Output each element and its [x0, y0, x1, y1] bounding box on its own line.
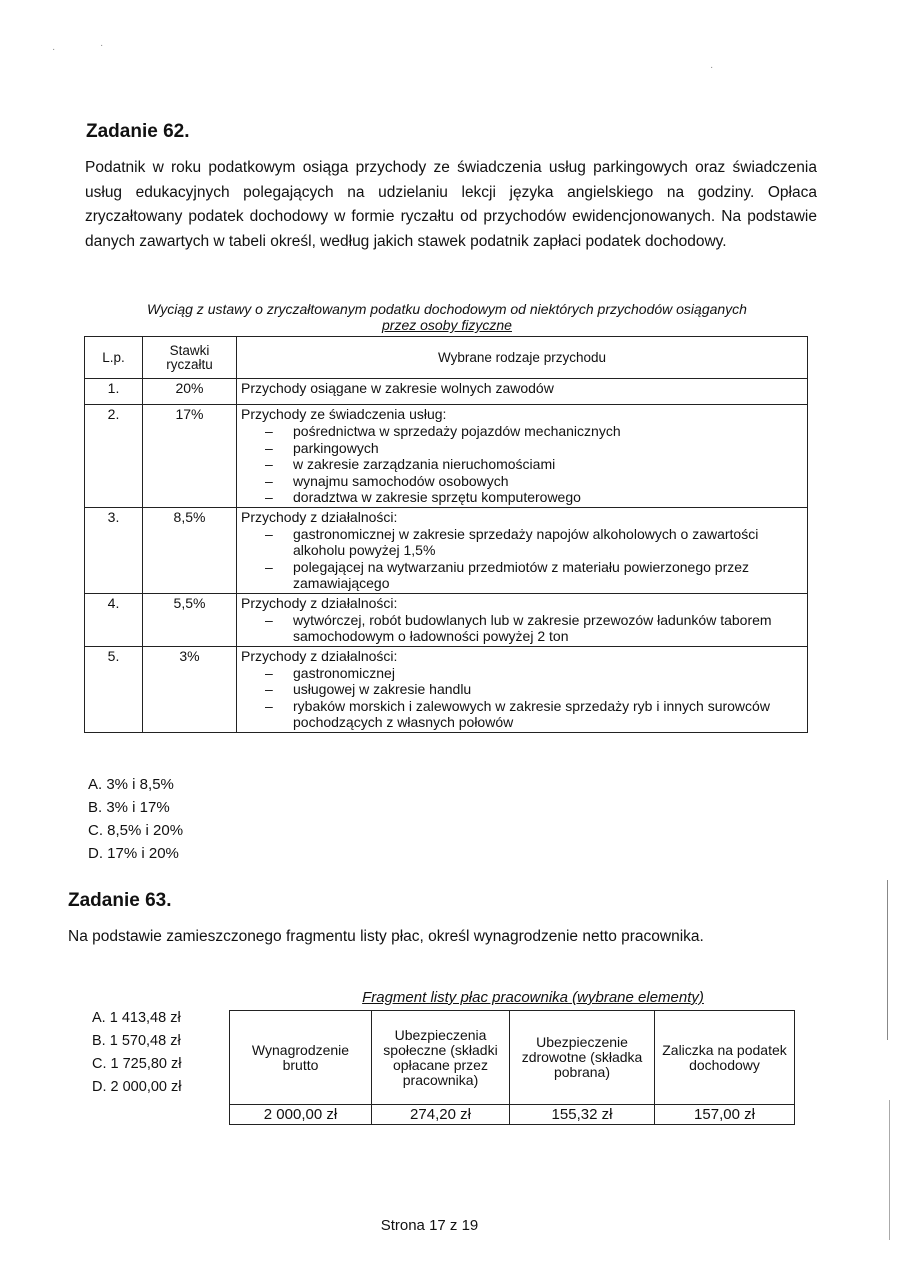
- row-rate: 8,5%: [143, 507, 237, 593]
- table-row: [85, 646, 808, 732]
- task-63-options: [92, 1007, 181, 1099]
- row-category: Przychody z działalności:: [241, 594, 398, 611]
- row-category-cell: [237, 379, 808, 405]
- header-tax-advance: Zaliczka na podatek dochodowy: [655, 1011, 795, 1105]
- list-item: – pośrednictwa w sprzedaży pojazdów mechanicznych: [265, 423, 803, 440]
- task-63-table-caption: Fragment listy płac pracownika (wybrane elementy): [362, 989, 704, 1006]
- value-gross-salary: 2 000,00 zł: [230, 1105, 372, 1125]
- scan-speck: ·: [710, 62, 714, 73]
- task-62-title: Zadanie 62.: [86, 121, 190, 142]
- value-tax-advance: 157,00 zł: [655, 1105, 795, 1125]
- row-lp: 1.: [85, 379, 143, 405]
- table-row: [85, 507, 808, 593]
- answer-option-b[interactable]: B. 3% i 17%: [88, 799, 170, 816]
- item-list: [241, 612, 803, 645]
- row-lp: 5.: [85, 646, 143, 732]
- caption-line-2: przez osoby fizyczne: [382, 317, 512, 333]
- caption-line-1: Wyciąg z ustawy o zryczałtowanym podatku dochodowym od niektórych przychodów osiąganych: [147, 301, 747, 317]
- header-rate: Stawki ryczałtu: [143, 337, 237, 379]
- row-category-cell: [237, 507, 808, 593]
- table-header-row: [85, 337, 808, 379]
- list-item: – gastronomicznej w zakresie sprzedaży napojów alkoholowych o zawartości alkoholu powyżej 1,5%: [265, 526, 803, 559]
- row-category-cell: [237, 405, 808, 508]
- list-item: – w zakresie zarządzania nieruchomościami: [265, 456, 803, 473]
- header-type: Wybrane rodzaje przychodu: [237, 337, 808, 379]
- row-category: Przychody ze świadczenia usług:: [241, 406, 447, 422]
- row-rate: 3%: [143, 646, 237, 732]
- answer-option-c[interactable]: C. 1 725,80 zł: [92, 1056, 182, 1072]
- row-rate: 17%: [143, 405, 237, 508]
- task-62-options: [88, 773, 183, 865]
- answer-option-d[interactable]: D. 17% i 20%: [88, 845, 179, 862]
- list-item: – polegającej na wytwarzaniu przedmiotów z materiału powierzonego przez zamawiającego: [265, 559, 803, 592]
- answer-option-c[interactable]: C. 8,5% i 20%: [88, 822, 184, 839]
- row-category: Przychody osiągane w zakresie wolnych zawodów: [241, 380, 554, 396]
- header-gross-salary: Wynagrodzenie brutto: [230, 1011, 372, 1105]
- row-category-cell: [237, 646, 808, 732]
- answer-option-d[interactable]: D. 2 000,00 zł: [92, 1079, 182, 1095]
- header-lp: L.p.: [85, 337, 143, 379]
- value-health-insurance: 155,32 zł: [510, 1105, 655, 1125]
- scan-edge-line: [889, 1100, 890, 1240]
- list-item: – gastronomicznej: [265, 665, 803, 682]
- row-category-cell: [237, 593, 808, 646]
- list-item: – wynajmu samochodów osobowych: [265, 473, 803, 490]
- row-lp: 4.: [85, 593, 143, 646]
- value-social-insurance: 274,20 zł: [372, 1105, 510, 1125]
- answer-option-b[interactable]: B. 1 570,48 zł: [92, 1033, 181, 1049]
- header-health-insurance: Ubezpieczenie zdrowotne (składka pobrana): [510, 1011, 655, 1105]
- table-row: [230, 1105, 795, 1125]
- row-category: Przychody z działalności:: [241, 508, 398, 525]
- row-rate: 5,5%: [143, 593, 237, 646]
- item-list: [241, 423, 803, 506]
- item-list: [241, 526, 803, 592]
- payroll-table: [229, 1010, 795, 1125]
- list-item: – doradztwa w zakresie sprzętu komputerowego: [265, 489, 803, 506]
- row-category: Przychody z działalności:: [241, 647, 398, 664]
- list-item: – rybaków morskich i zalewowych w zakresie sprzedaży ryb i innych surowców pochodzących z własnych połowów: [265, 698, 803, 731]
- task-62-table-caption: [84, 301, 810, 333]
- table-header-row: [230, 1011, 795, 1105]
- scan-speck: ·: [52, 44, 56, 55]
- scan-speck: ·: [100, 40, 104, 51]
- tax-rates-table: [84, 336, 808, 733]
- row-rate: 20%: [143, 379, 237, 405]
- header-social-insurance: Ubezpieczenia społeczne (składki opłacane przez pracownika): [372, 1011, 510, 1105]
- row-lp: 2.: [85, 405, 143, 508]
- task-63-title: Zadanie 63.: [68, 890, 172, 911]
- table-row: [85, 405, 808, 508]
- answer-option-a[interactable]: A. 1 413,48 zł: [92, 1010, 181, 1026]
- table-row: [85, 593, 808, 646]
- item-list: [241, 665, 803, 731]
- scan-edge-line: [887, 880, 888, 1040]
- task-62-text: Podatnik w roku podatkowym osiąga przychody ze świadczenia usług parkingowych oraz świadczenia usług edukacyjnych polegających na udzielaniu lekcji języka angielskiego na godziny. Opłaca zryczałtowany podatek dochodowy w formie ryczałtu od przychodów ewidencjonowanych. Na podstawie danych zawartych w tabeli określ, według jakich stawek podatnik zapłaci podatek dochodowy.: [85, 159, 817, 250]
- list-item: – usługowej w zakresie handlu: [265, 681, 803, 698]
- row-lp: 3.: [85, 507, 143, 593]
- answer-option-a[interactable]: A. 3% i 8,5%: [88, 776, 174, 793]
- task-63-text: Na podstawie zamieszczonego fragmentu listy płac, określ wynagrodzenie netto pracownika.: [68, 928, 704, 945]
- list-item: – parkingowych: [265, 440, 803, 457]
- list-item: – wytwórczej, robót budowlanych lub w zakresie przewozów ładunków taborem samochodowym o ładowności powyżej 2 ton: [265, 612, 803, 645]
- table-row: [85, 379, 808, 405]
- page-footer: Strona 17 z 19: [380, 1217, 479, 1234]
